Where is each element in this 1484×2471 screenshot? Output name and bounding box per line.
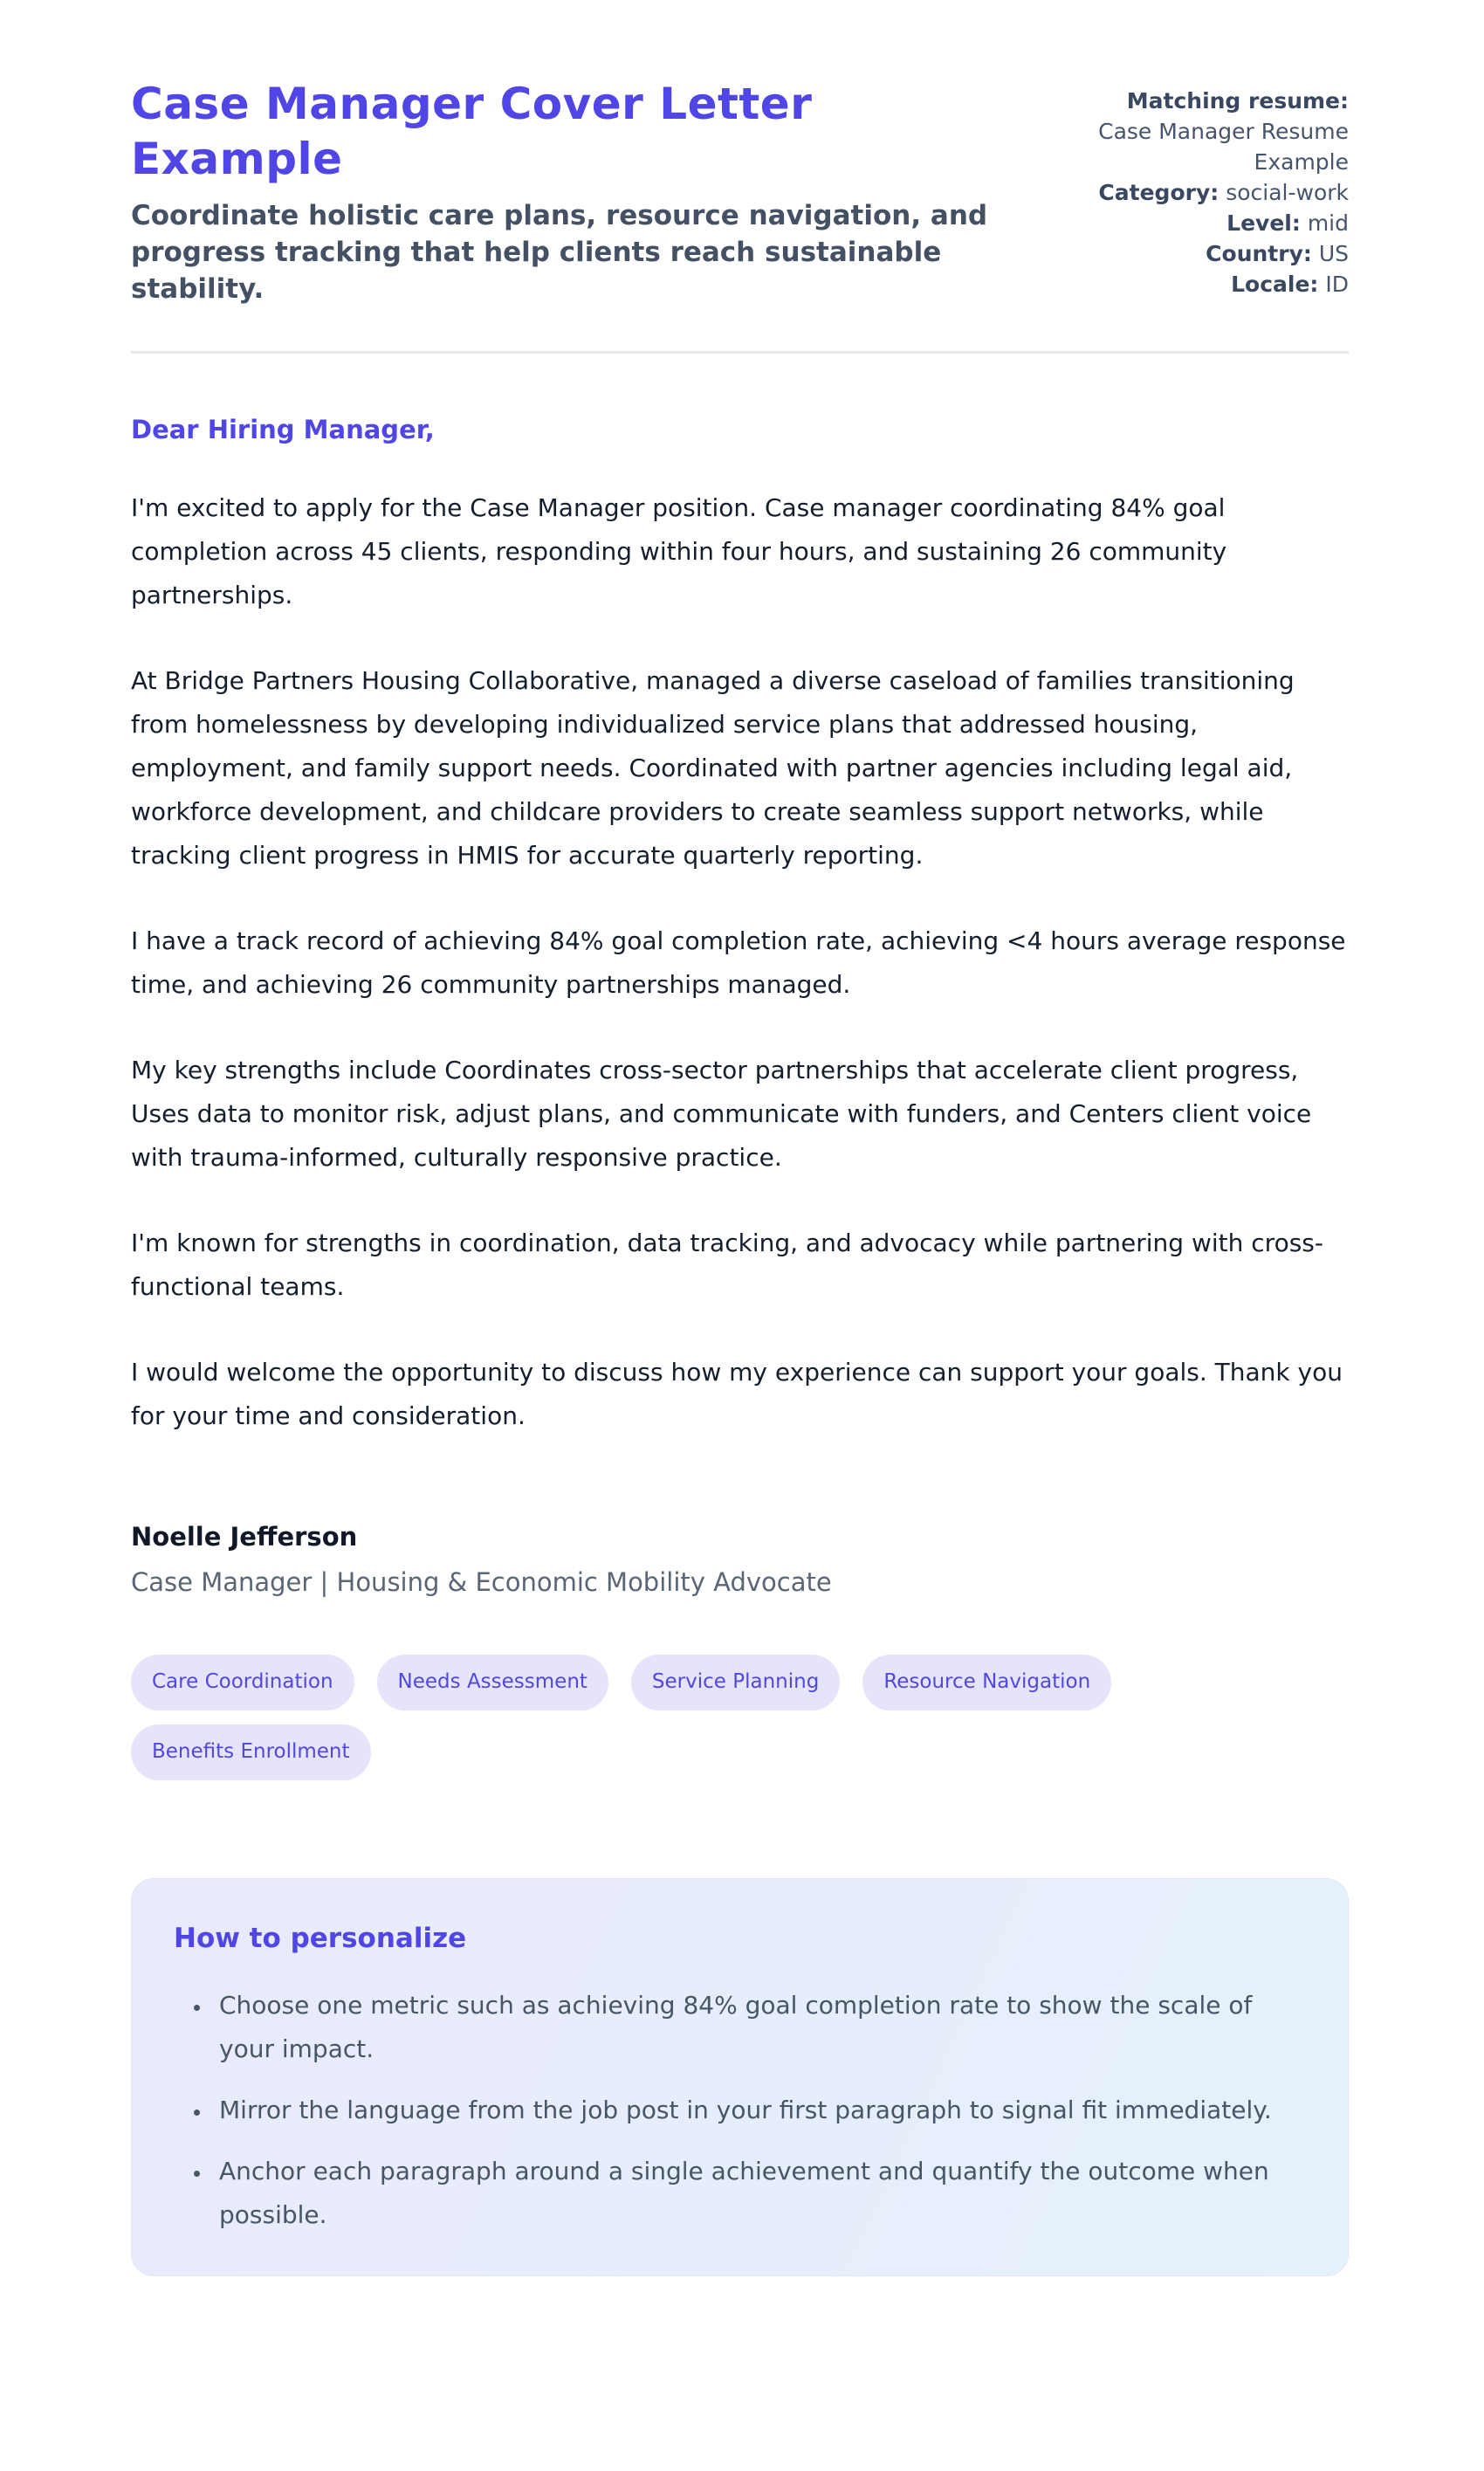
header-divider bbox=[131, 351, 1349, 354]
page-header bbox=[131, 77, 1349, 307]
meta-field-category bbox=[1076, 177, 1349, 208]
page-subtitle: Coordinate holistic care plans, resource navigation, and progress tracking that help clients reach sustainable stability. bbox=[131, 200, 988, 305]
meta-matching-resume bbox=[1076, 86, 1349, 177]
letter-body bbox=[131, 415, 1349, 1597]
header-title-block bbox=[131, 77, 1039, 307]
tips-list bbox=[174, 1984, 1299, 2237]
skill-tags bbox=[131, 1655, 1266, 1780]
meta-field-level bbox=[1076, 208, 1349, 238]
meta-matching-resume-label: Matching resume: bbox=[1126, 88, 1349, 114]
letter-paragraph: I have a track record of achieving 84% goal completion rate, achieving <4 hours average response time, and achieving 26 community partnerships managed. bbox=[131, 926, 1346, 999]
letter-paragraph: I'm excited to apply for the Case Manager position. Case manager coordinating 84% goal completion across 45 clients, responding within four hours, and sustaining 26 community partnerships. bbox=[131, 493, 1227, 609]
meta-country-value: US bbox=[1318, 241, 1349, 266]
tips-list-item: • Mirror the language from the job post in your first paragraph to signal fit immediately. bbox=[212, 2089, 1299, 2132]
letter-paragraph: I'm known for strengths in coordination, data tracking, and advocacy while partnering with cross-functional teams. bbox=[131, 1229, 1323, 1301]
tips-list-item: • Anchor each paragraph around a single achievement and quantify the outcome when possible. bbox=[212, 2150, 1299, 2237]
tips-list-item: • Choose one metric such as achieving 84% goal completion rate to show the scale of your impact. bbox=[212, 1984, 1299, 2071]
meta-level-label: Level: bbox=[1226, 210, 1301, 236]
meta-category-value: social-work bbox=[1226, 180, 1349, 205]
meta-locale-label: Locale: bbox=[1231, 272, 1319, 297]
skill-tag-resource-navigation: Resource Navigation bbox=[862, 1655, 1111, 1710]
skill-tag-care-coordination: Care Coordination bbox=[131, 1655, 354, 1710]
letter-greeting: Dear Hiring Manager, bbox=[131, 415, 435, 444]
resume-meta-panel bbox=[1076, 86, 1349, 299]
meta-category-label: Category: bbox=[1098, 180, 1219, 205]
letter-paragraph: My key strengths include Coordinates cross-sector partnerships that accelerate client progress, Uses data to monitor risk, adjust plans, and communicate with funders, and Centers client voice with trauma-informed, culturally responsive practice. bbox=[131, 1056, 1312, 1172]
letter-paragraph: At Bridge Partners Housing Collaborative, managed a diverse caseload of families transitioning from homelessness by developing individualized service plans that addressed housing, employment, and family support needs. Coordinated with partner agencies including legal aid, workforce development, and childcare providers to create seamless support networks, while tracking client progress in HMIS for accurate quarterly reporting. bbox=[131, 666, 1295, 870]
meta-locale-value: ID bbox=[1325, 272, 1349, 297]
skill-tag-needs-assessment: Needs Assessment bbox=[377, 1655, 608, 1710]
skill-tag-benefits-enrollment: Benefits Enrollment bbox=[131, 1724, 371, 1780]
meta-country-label: Country: bbox=[1206, 241, 1312, 266]
meta-level-value: mid bbox=[1307, 210, 1349, 236]
signature-name: Noelle Jefferson bbox=[131, 1522, 358, 1552]
meta-field-locale bbox=[1076, 269, 1349, 299]
personalize-tips-card bbox=[131, 1878, 1349, 2276]
tips-card-title: How to personalize bbox=[174, 1923, 467, 1954]
meta-field-country bbox=[1076, 238, 1349, 269]
signature-job-title: Case Manager | Housing & Economic Mobility Advocate bbox=[131, 1567, 832, 1597]
page-title: Case Manager Cover Letter Example bbox=[131, 79, 813, 184]
meta-matching-resume-value: Case Manager Resume Example bbox=[1098, 119, 1349, 175]
letter-paragraph: I would welcome the opportunity to discuss how my experience can support your goals. Thank you for your time and consideration. bbox=[131, 1358, 1343, 1430]
skill-tag-service-planning: Service Planning bbox=[631, 1655, 840, 1710]
